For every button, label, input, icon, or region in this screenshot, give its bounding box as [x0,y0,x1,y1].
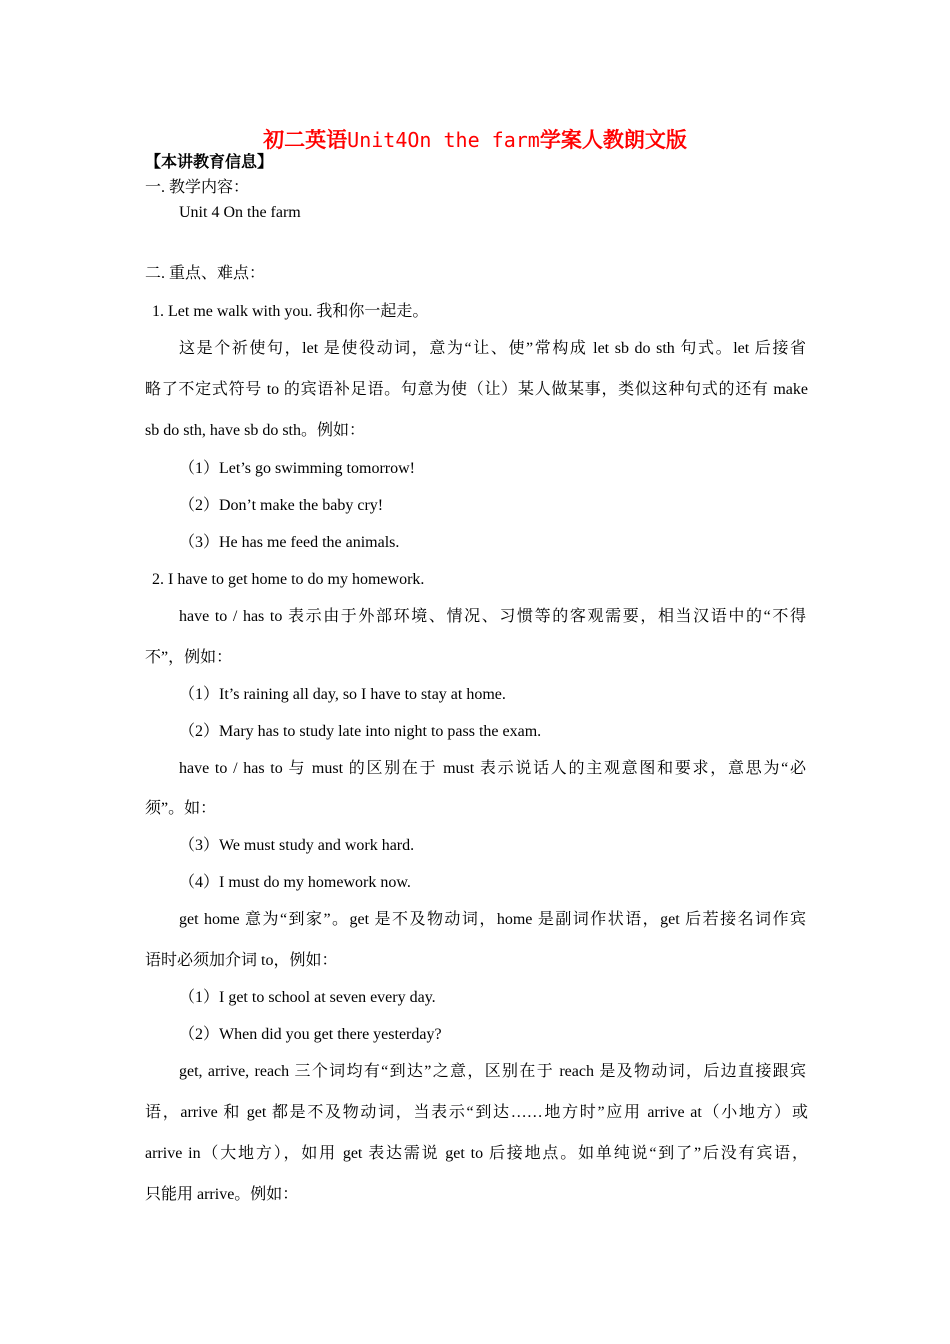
item2-example1-2: （2）Mary has to study late into night to pass the exam. [179,723,542,740]
item1-example-1: （1）Let’s go swimming tomorrow! [179,460,415,477]
item1-para-line2: 略了不定式符号 to 的宾语补足语。句意为使（让）某人做某事，类似这种句式的还有 make [145,381,808,398]
item2-example3-2: （2）When did you get there yesterday? [179,1026,442,1043]
item2-example2-3: （3）We must study and work hard. [179,837,415,854]
item2-example2-4: （4）I must do my homework now. [179,874,411,891]
item2-example3-1: （1）I get to school at seven every day. [179,989,436,1006]
item2-para1-line2: 不”，例如： [145,649,233,666]
item2-para3-line2: 语时必须加介词 to，例如： [145,952,338,969]
document-title [0,124,950,154]
item2-para2-line1: have to / has to 与 must 的区别在于 must 表示说话人的主观意图和要求，意思为“必 [179,760,806,777]
item2-para4-line2: 语，arrive 和 get 都是不及物动词，当表示“到达……地方时”应用 arrive at（小地方）或 [145,1104,808,1121]
item1-example-3: （3）He has me feed the animals. [179,534,400,551]
item2-para4-line4: 只能用 arrive。例如： [145,1186,299,1203]
title-suffix: 学案人教朗文版 [539,127,687,152]
item1-para-line3: sb do sth, have sb do sth。例如： [145,422,366,439]
item2-sentence: 2. I have to get home to do my homework. [152,571,425,588]
section1-content: Unit 4 On the farm [179,204,301,221]
info-heading: 【本讲教育信息】 [145,152,274,171]
item2-example1-1: （1）It’s raining all day, so I have to stay at home. [179,686,506,703]
item2-para2-line2: 须”。如： [145,800,217,817]
item2-para3-line1: get home 意为“到家”。get 是不及物动词，home 是副词作状语，get 后若接名词作宾 [179,911,806,928]
item1-sentence: 1. Let me walk with you. 我和你一起走。 [152,303,429,320]
item1-example-2: （2）Don’t make the baby cry! [179,497,384,514]
item2-para4-line3: arrive in（大地方），如用 get 表达需说 get to 后接地点。如单纯说“到了”后没有宾语， [145,1145,808,1162]
item1-para-line1: 这是个祈使句，let 是使役动词，意为“让、使”常构成 let sb do sth 句式。let 后接省 [179,340,806,357]
item2-para1-line1: have to / has to 表示由于外部环境、情况、习惯等的客观需要，相当汉语中的“不得 [179,608,806,625]
section2-heading: 二. 重点、难点： [145,265,266,282]
title-unit: Unit4On the farm [347,128,540,152]
item2-para4-line1: get, arrive, reach 三个词均有“到达”之意，区别在于 reach 是及物动词，后边直接跟宾 [179,1063,806,1080]
title-prefix: 初二英语 [263,127,348,152]
section1-heading: 一. 教学内容： [145,179,250,196]
